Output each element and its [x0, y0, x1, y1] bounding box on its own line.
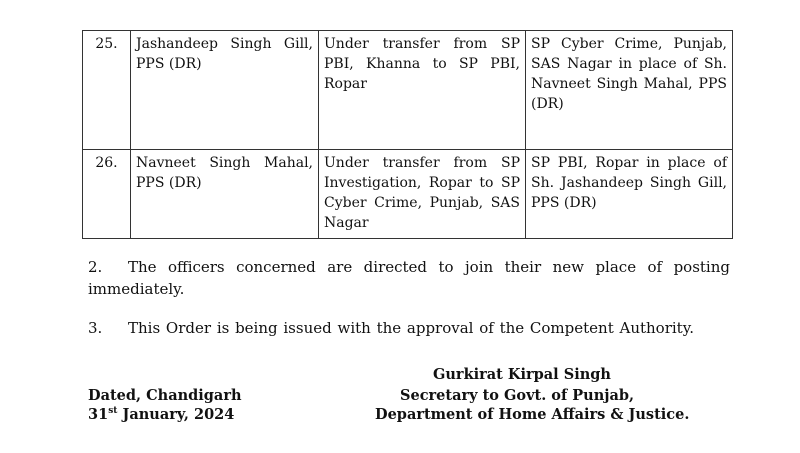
signatory-title: Secretary to Govt. of Punjab, — [400, 387, 635, 404]
paragraph-text: The officers concerned are directed to join their new place of posting immediately. — [88, 258, 730, 298]
paragraph-text: This Order is being issued with the approval of the Competent Authority. — [128, 319, 694, 337]
date-month-year: January, 2024 — [122, 406, 235, 423]
date-ordinal: st — [108, 406, 118, 417]
postings-table — [82, 30, 733, 239]
serial-number: 25. — [83, 31, 131, 150]
officer-name: Navneet Singh Mahal, PPS (DR) — [131, 150, 319, 239]
table-row — [83, 150, 733, 239]
table-row — [83, 31, 733, 150]
date-day: 31 — [88, 406, 109, 423]
paragraph-number: 3. — [88, 319, 103, 337]
dated-place: Dated, Chandigarh — [88, 387, 242, 404]
paragraph-approval — [88, 317, 730, 339]
transfer-from: Under transfer from SP PBI, Khanna to SP PBI, Ropar — [319, 31, 526, 150]
officer-name: Jashandeep Singh Gill, PPS (DR) — [131, 31, 319, 150]
posted-to: SP PBI, Ropar in place of Sh. Jashandeep Singh Gill, PPS (DR) — [526, 150, 733, 239]
signatory-name: Gurkirat Kirpal Singh — [433, 366, 611, 383]
serial-number: 26. — [83, 150, 131, 239]
paragraph-joining-directive — [88, 256, 730, 300]
paragraph-number: 2. — [88, 258, 103, 276]
posted-to: SP Cyber Crime, Punjab, SAS Nagar in place of Sh. Navneet Singh Mahal, PPS (DR) — [526, 31, 733, 150]
signatory-department: Department of Home Affairs & Justice. — [375, 406, 690, 423]
order-date — [88, 404, 234, 425]
transfer-from: Under transfer from SP Investigation, Ropar to SP Cyber Crime, Punjab, SAS Nagar — [319, 150, 526, 239]
